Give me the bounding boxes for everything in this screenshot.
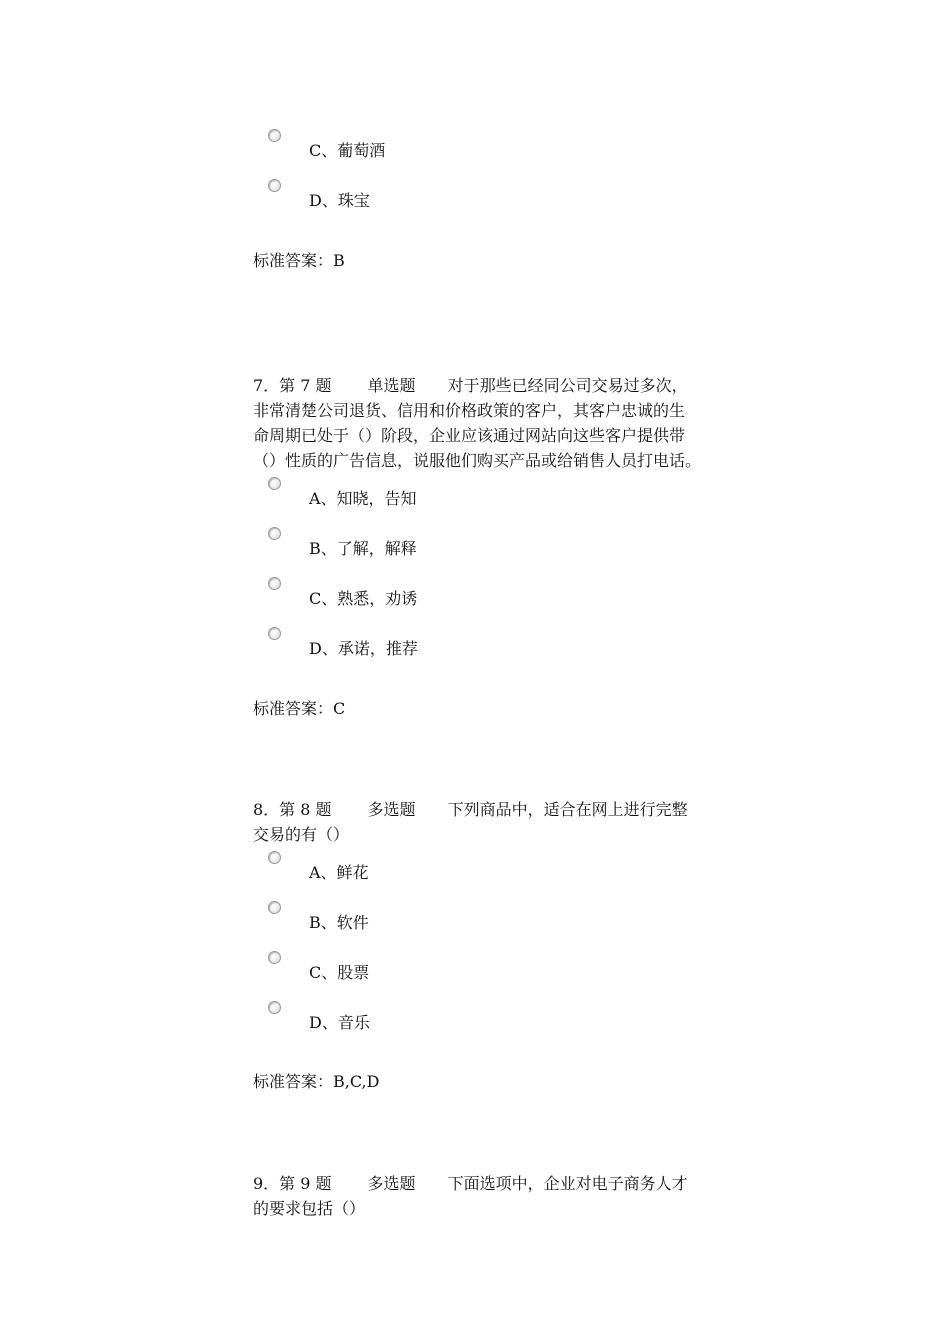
q7-line-3: 命周期已处于（）阶段，企业应该通过网站向这些客户提供带 <box>253 426 686 445</box>
radio-button-icon[interactable] <box>268 627 281 640</box>
q8-number: 8．第 8 题 <box>253 800 332 819</box>
q8-type: 多选题 <box>367 800 416 819</box>
radio-button-icon[interactable] <box>268 477 281 490</box>
q7-text-start: 对于那些已经同公司交易过多次， <box>447 376 688 395</box>
q7-line-1 <box>253 373 703 398</box>
option-label: A、鲜花 <box>309 863 369 882</box>
q6-standard-answer: 标准答案：B <box>253 251 345 270</box>
radio-button-icon[interactable] <box>268 179 281 192</box>
q8-option-a[interactable] <box>264 851 684 891</box>
radio-button-icon[interactable] <box>268 951 281 964</box>
q7-type: 单选题 <box>367 376 416 395</box>
q7-stem <box>253 373 703 473</box>
option-label: B、软件 <box>309 913 369 932</box>
q7-option-c[interactable] <box>264 577 684 617</box>
option-label: D、珠宝 <box>309 191 370 210</box>
option-label: D、承诺，推荐 <box>309 639 418 658</box>
radio-button-icon[interactable] <box>268 851 281 864</box>
q9-number: 9．第 9 题 <box>253 1174 332 1193</box>
option-label: C、股票 <box>309 963 370 982</box>
q7-option-b[interactable] <box>264 527 684 567</box>
option-label: D、音乐 <box>309 1013 370 1032</box>
radio-button-icon[interactable] <box>268 129 281 142</box>
radio-button-icon[interactable] <box>268 1001 281 1014</box>
radio-button-icon[interactable] <box>268 577 281 590</box>
q7-number: 7．第 7 题 <box>253 376 332 395</box>
q7-standard-answer: 标准答案：C <box>253 699 346 718</box>
q8-text-start: 下列商品中，适合在网上进行完整 <box>447 800 688 819</box>
q8-standard-answer: 标准答案：B,C,D <box>253 1072 380 1091</box>
option-label: B、了解，解释 <box>309 539 417 558</box>
q8-line-2: 交易的有（） <box>253 825 350 844</box>
q8-line-1 <box>253 797 703 822</box>
q7-option-a[interactable] <box>264 477 684 517</box>
q8-stem <box>253 797 703 847</box>
q9-text-start: 下面选项中，企业对电子商务人才 <box>447 1174 688 1193</box>
q6-option-c[interactable] <box>264 129 684 169</box>
option-label: C、熟悉，劝诱 <box>309 589 418 608</box>
q7-line-2: 非常清楚公司退货、信用和价格政策的客户，其客户忠诚的生 <box>253 401 686 420</box>
q9-line-2: 的要求包括（） <box>253 1199 366 1218</box>
q9-stem <box>253 1171 703 1221</box>
q9-type: 多选题 <box>367 1174 416 1193</box>
radio-button-icon[interactable] <box>268 901 281 914</box>
q9-line-1 <box>253 1171 703 1196</box>
option-label: C、葡萄酒 <box>309 141 386 160</box>
radio-button-icon[interactable] <box>268 527 281 540</box>
q8-option-d[interactable] <box>264 1001 684 1041</box>
q8-option-c[interactable] <box>264 951 684 991</box>
q7-option-d[interactable] <box>264 627 684 667</box>
option-label: A、知晓，告知 <box>309 489 417 508</box>
q6-option-d[interactable] <box>264 179 684 219</box>
q7-line-4: （）性质的广告信息，说服他们购买产品或给销售人员打电话。 <box>253 451 702 470</box>
q8-option-b[interactable] <box>264 901 684 941</box>
